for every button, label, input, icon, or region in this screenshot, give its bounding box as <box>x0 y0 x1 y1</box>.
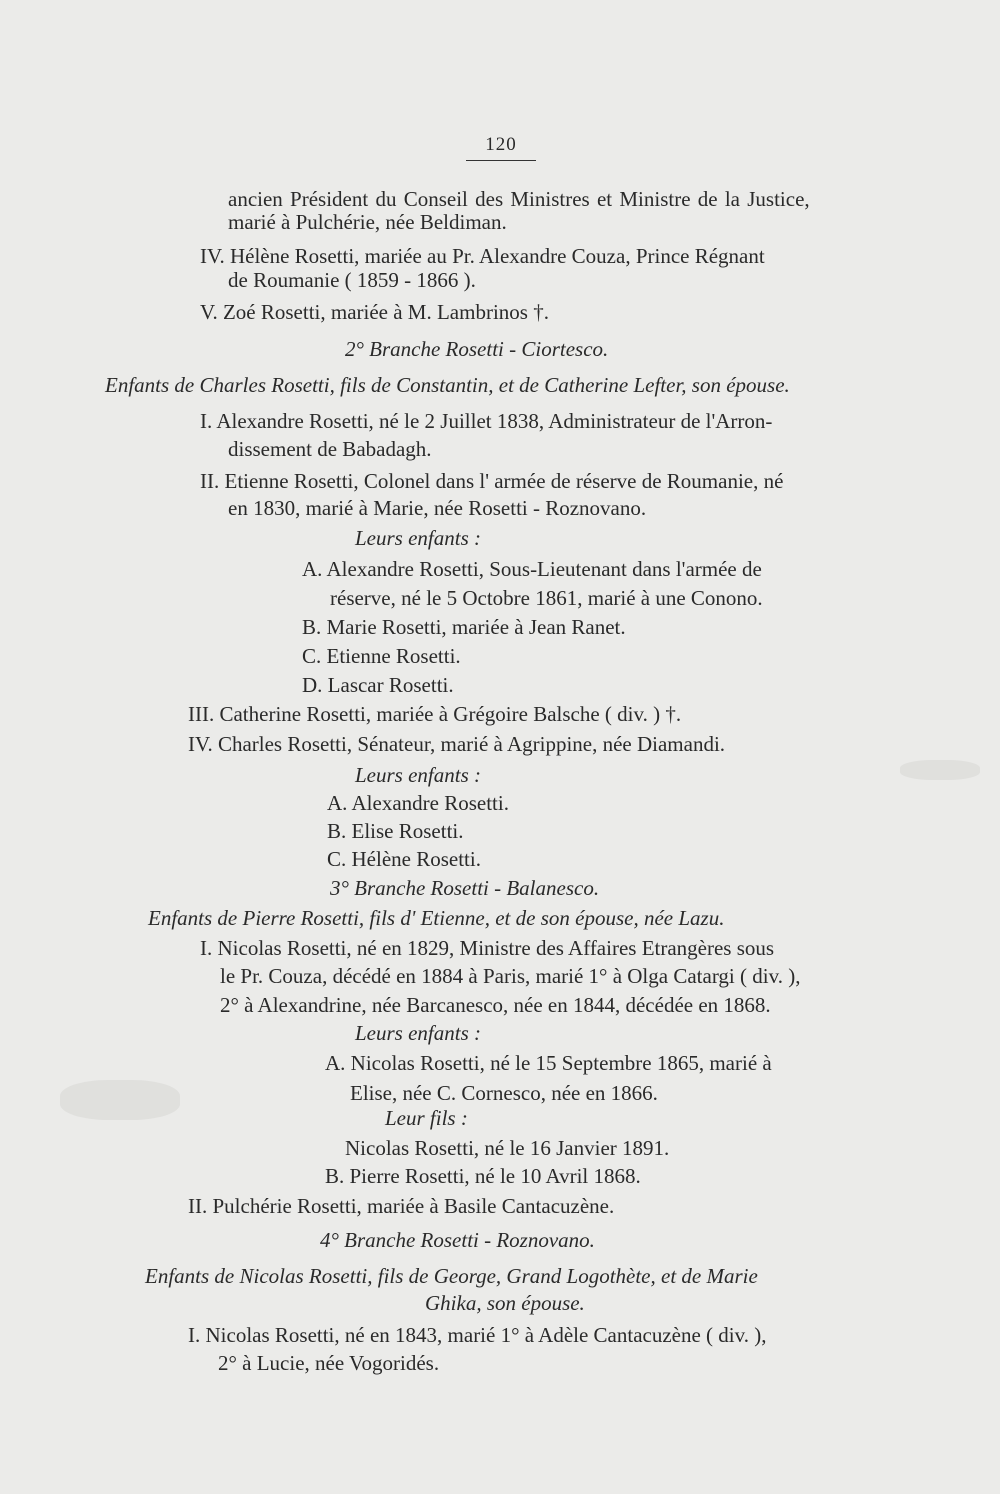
text-line: V. Zoé Rosetti, mariée à M. Lambrinos †. <box>200 300 549 324</box>
text-line: III. Catherine Rosetti, mariée à Grégoire Balsche ( div. ) †. <box>188 702 682 726</box>
text-line: dissement de Babadagh. <box>228 437 432 461</box>
page-number-rule <box>466 160 536 161</box>
text-line: I. Alexandre Rosetti, né le 2 Juillet 1838, Administrateur de l'Arron- <box>200 409 773 433</box>
text-line: A. Nicolas Rosetti, né le 15 Septembre 1865, marié à <box>325 1051 772 1075</box>
text-line: II. Pulchérie Rosetti, mariée à Basile Cantacuzène. <box>188 1194 615 1218</box>
text-line: de Roumanie ( 1859 - 1866 ). <box>228 268 476 292</box>
section-subheading: Enfants de Charles Rosetti, fils de Constantin, et de Catherine Lefter, son épouse. <box>105 373 790 397</box>
text-line: IV. Hélène Rosetti, mariée au Pr. Alexandre Couza, Prince Régnant <box>200 244 765 268</box>
children-heading: Leurs enfants : <box>355 763 481 787</box>
text-line: I. Nicolas Rosetti, né en 1843, marié 1° à Adèle Cantacuzène ( div. ), <box>188 1323 767 1347</box>
section-subheading: Enfants de Nicolas Rosetti, fils de George, Grand Logothète, et de Marie <box>145 1264 758 1288</box>
text-line: IV. Charles Rosetti, Sénateur, marié à Agrippine, née Diamandi. <box>188 732 726 756</box>
paper-stain <box>60 1080 180 1120</box>
text-line: II. Etienne Rosetti, Colonel dans l' armée de réserve de Roumanie, né <box>200 469 784 493</box>
section-heading: 4° Branche Rosetti - Roznovano. <box>320 1228 595 1252</box>
page-number: 120 <box>485 134 517 155</box>
text-line: A. Alexandre Rosetti. <box>327 791 509 815</box>
children-heading: Leurs enfants : <box>355 1021 481 1045</box>
section-heading: 2° Branche Rosetti - Ciortesco. <box>345 337 609 361</box>
section-heading: 3° Branche Rosetti - Balanesco. <box>330 876 600 900</box>
text-line: 2° à Lucie, née Vogoridés. <box>218 1351 440 1375</box>
children-heading: Leurs enfants : <box>355 526 481 550</box>
text-line: I. Nicolas Rosetti, né en 1829, Ministre des Affaires Etrangères sous <box>200 936 775 960</box>
text-line: ancien Président du Conseil des Ministres et Ministre de la Justice, <box>228 187 810 211</box>
text-line: B. Pierre Rosetti, né le 10 Avril 1868. <box>325 1164 641 1188</box>
text-line: le Pr. Couza, décédé en 1884 à Paris, marié 1° à Olga Catargi ( div. ), <box>220 964 801 988</box>
children-heading: Leur fils : <box>385 1106 468 1130</box>
text-line: 2° à Alexandrine, née Barcanesco, née en 1844, décédée en 1868. <box>220 993 771 1017</box>
text-line: B. Elise Rosetti. <box>327 819 464 843</box>
text-line: réserve, né le 5 Octobre 1861, marié à une Conono. <box>330 586 763 610</box>
text-line: A. Alexandre Rosetti, Sous-Lieutenant dans l'armée de <box>302 557 762 581</box>
text-line: marié à Pulchérie, née Beldiman. <box>228 210 507 234</box>
text-line: Nicolas Rosetti, né le 16 Janvier 1891. <box>345 1136 670 1160</box>
text-line: en 1830, marié à Marie, née Rosetti - Roznovano. <box>228 496 647 520</box>
section-subheading: Ghika, son épouse. <box>425 1291 585 1315</box>
text-line: D. Lascar Rosetti. <box>302 673 454 697</box>
paper-stain <box>900 760 980 780</box>
text-line: C. Hélène Rosetti. <box>327 847 481 871</box>
text-line: Elise, née C. Cornesco, née en 1866. <box>350 1081 658 1105</box>
section-subheading: Enfants de Pierre Rosetti, fils d' Etienne, et de son épouse, née Lazu. <box>148 906 725 930</box>
text-line: C. Etienne Rosetti. <box>302 644 461 668</box>
text-line: B. Marie Rosetti, mariée à Jean Ranet. <box>302 615 626 639</box>
